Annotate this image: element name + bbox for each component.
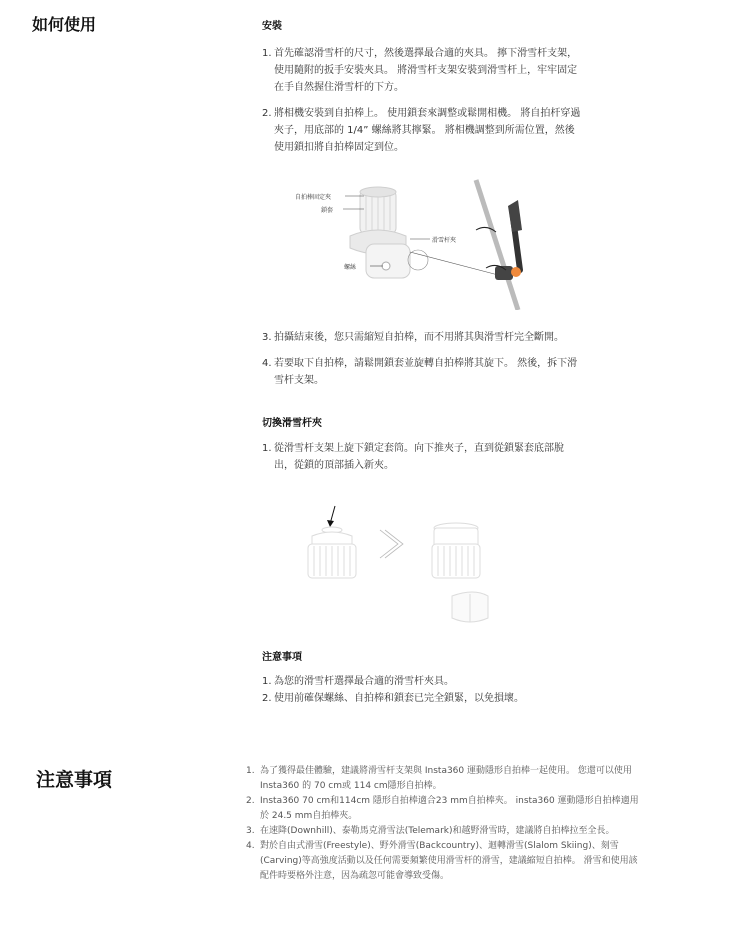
cautions-heading: 注意事項 [262,652,302,663]
label-screw: 螺絲 [344,264,357,271]
label-pole-clamp: 滑雪杆夾 [432,237,457,244]
pole-clamp-shape [366,244,410,278]
installation-diagram [280,170,580,310]
list-item: 1. 為您的滑雪杆選擇最合適的滑雪杆夾具。 [262,673,584,690]
caution-item-2: 使用前確保螺絲、自拍棒和鎖套已完全鎖緊，以免損壞。 [274,693,524,704]
note-item-2: Insta360 70 cm和114cm 隱形自拍棒適合23 mm自拍棒夾。 insta360 運動隱形自拍棒適用於 24.5 mm自拍棒夾。 [260,796,639,821]
switch-heading: 切換滑雪杆夾 [262,418,322,429]
list-item: 2. 將相機安裝到自拍棒上。 使用鎖套來調整或鬆開相機。 將自拍杆穿過夾子，用底部的 1/4” 螺絲將其擰緊。 將相機調整到所需位置，然後使用鎖扣將自拍棒固定到位。 [262,105,584,156]
screw-shape [382,262,390,270]
install-steps-list-cont [262,329,584,398]
list-item: 2. 使用前確保螺絲、自拍棒和鎖套已完全鎖緊，以免損壞。 [262,690,584,707]
install-step-3: 拍攝結束後，您只需縮短自拍棒，而不用將其與滑雪杆完全斷開。 [274,332,564,343]
switch-clamp-diagram [290,500,510,640]
label-lock-sleeve: 鎖套 [321,207,334,214]
list-item: 1. 首先確認滑雪杆的尺寸，然後選擇最合適的夾具。 擰下滑雪杆支架，使用隨附的扳手安裝夾具。 將滑雪杆支架安裝到滑雪杆上，牢牢固定在手自然握住滑雪杆的下方。 [262,45,584,96]
list-item: 2. Insta360 70 cm和114cm 隱形自拍棒適合23 mm自拍棒夾。 insta360 運動隱形自拍棒適用於 24.5 mm自拍棒夾。 [246,794,646,824]
how-to-use-title: 如何使用 [32,15,97,34]
note-item-4: 對於自由式滑雪(Freestyle)、野外滑雪(Backcountry)、迴轉滑雪(Slalom Skiing)、刻雪(Carving)等高強度活動以及任何需要頻繁使用滑雪杆的滑雪，建議縮短自拍棒。 滑雪和使用該配件時要格外注意，因為疏忽可能會導致受傷。 [260,841,638,881]
notes-title: 注意事項 [36,769,113,791]
label-selfie-clamp: 自拍棒固定夾 [295,194,332,201]
install-heading: 安裝 [262,21,282,32]
note-item-1: 為了獲得最佳體驗，建議將滑雪杆支架與 Insta360 運動隱形自拍棒一起使用。 您還可以使用 Insta360 的 70 cm或 114 cm隱形自拍棒。 [260,766,632,791]
list-item: 4. 對於自由式滑雪(Freestyle)、野外滑雪(Backcountry)、迴轉滑雪(Slalom Skiing)、刻雪(Carving)等高強度活動以及任何需要頻繁使用滑雪杆的滑雪，建議縮短自拍棒。 滑雪和使用該配件時要格外注意，因為疏忽可能會導致受傷。 [246,839,646,884]
ski-pole-shape [476,180,518,310]
switch-steps-list [262,440,568,483]
list-item: 1. 為了獲得最佳體驗，建議將滑雪杆支架與 Insta360 運動隱形自拍棒一起使用。 您還可以使用 Insta360 的 70 cm或 114 cm隱形自拍棒。 [246,764,646,794]
list-item: 4. 若要取下自拍棒，請鬆開鎖套並旋轉自拍棒將其旋下。 然後，拆下滑雪杆支架。 [262,355,584,389]
arrow-down-icon [327,520,334,527]
switch-step-1: 從滑雪杆支架上旋下鎖定套筒。向下推夾子，直到從鎖緊套底部脫出，從鎖的頂部插入新夾。 [274,443,564,471]
install-steps-list [262,45,584,165]
cautions-list [262,673,584,716]
list-item: 3. 拍攝結束後，您只需縮短自拍棒，而不用將其與滑雪杆完全斷開。 [262,329,584,346]
notes-list [246,764,646,884]
note-item-3: 在速降(Downhill)、泰勒馬克滑雪法(Telemark)和越野滑雪時，建議將自拍棒拉至全長。 [260,826,615,836]
install-step-2: 將相機安裝到自拍棒上。 使用鎖套來調整或鬆開相機。 將自拍杆穿過夾子，用底部的 1/4” 螺絲將其擰緊。 將相機調整到所需位置，然後使用鎖扣將自拍棒固定到位。 [274,108,581,153]
install-step-4: 若要取下自拍棒，請鬆開鎖套並旋轉自拍棒將其旋下。 然後，拆下滑雪杆支架。 [274,358,578,386]
install-step-1: 首先確認滑雪杆的尺寸，然後選擇最合適的夾具。 擰下滑雪杆支架，使用隨附的扳手安裝夾具。 將滑雪杆支架安裝到滑雪杆上，牢牢固定在手自然握住滑雪杆的下方。 [274,48,578,93]
list-item: 3. 在速降(Downhill)、泰勒馬克滑雪法(Telemark)和越野滑雪時，建議將自拍棒拉至全長。 [246,824,646,839]
caution-item-1: 為您的滑雪杆選擇最合適的滑雪杆夾具。 [274,676,454,687]
list-item: 1. 從滑雪杆支架上旋下鎖定套筒。向下推夾子，直到從鎖緊套底部脫出，從鎖的頂部插入新夾。 [262,440,568,474]
